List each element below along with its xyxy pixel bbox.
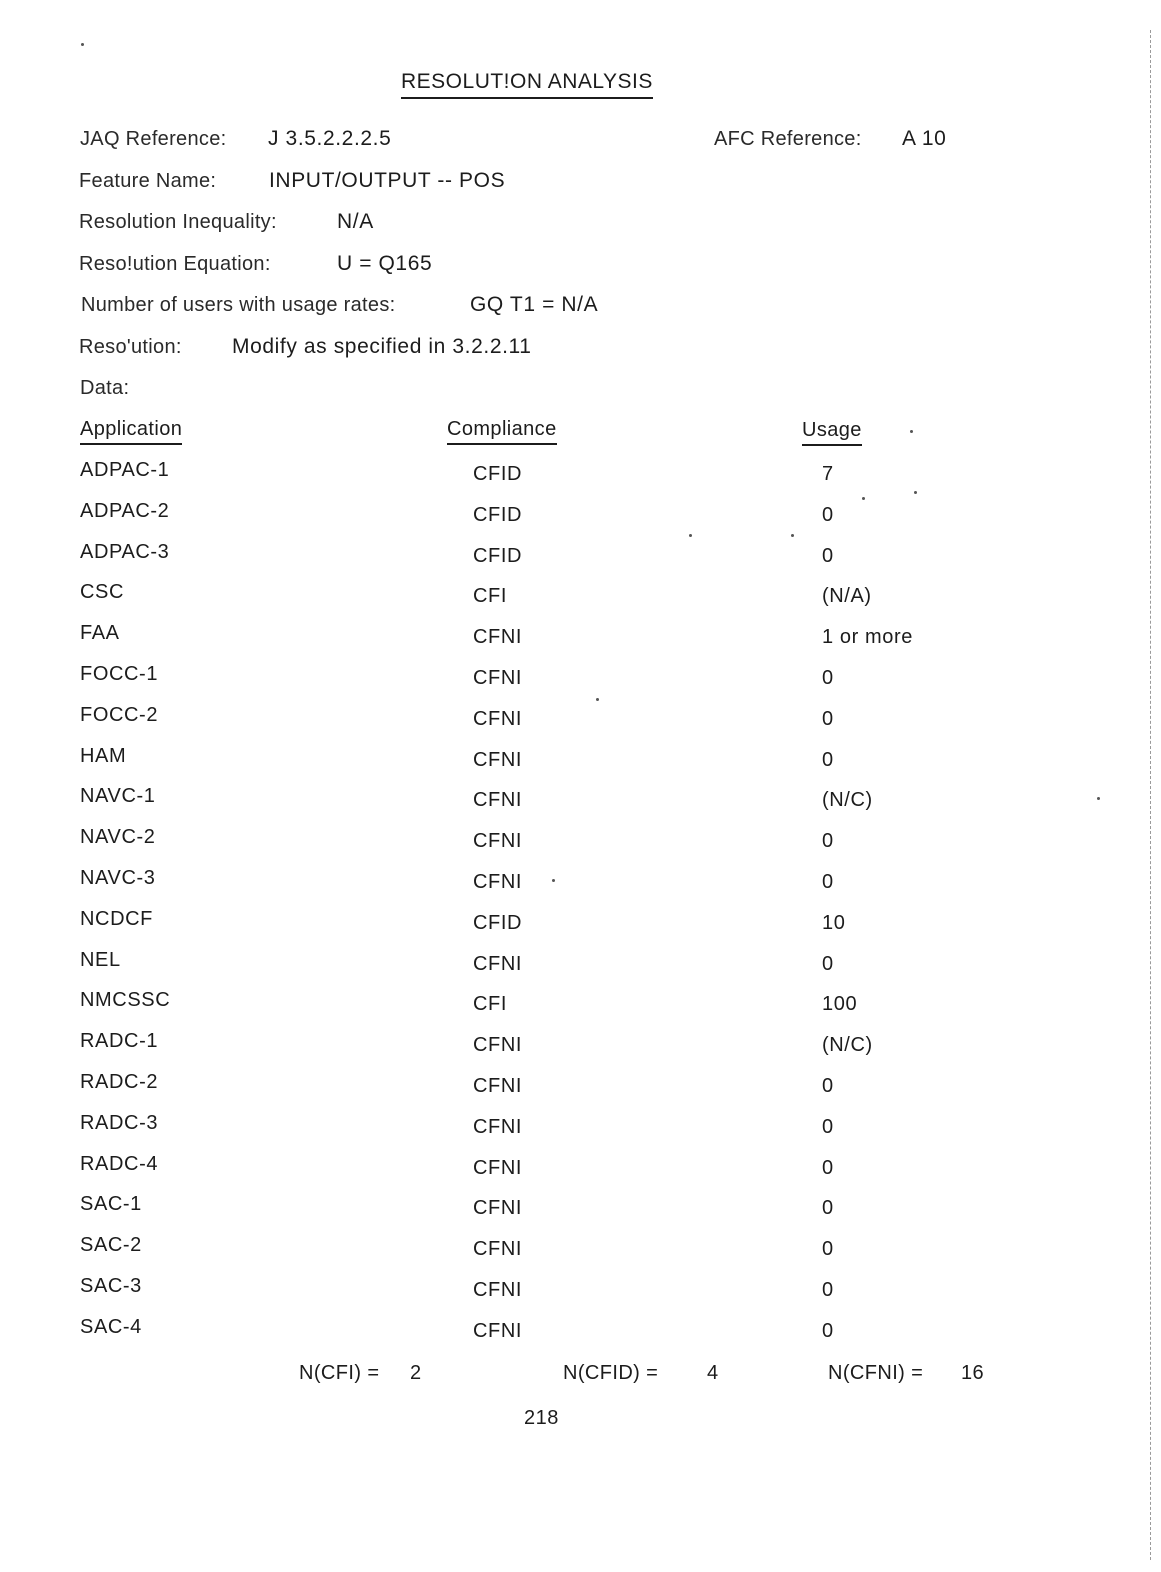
cell-compliance: CFNI xyxy=(473,749,523,771)
cell-application: NAVC-1 xyxy=(80,785,156,807)
cell-usage: 0 xyxy=(822,1238,834,1260)
cell-usage: (N/C) xyxy=(822,789,873,811)
cell-compliance: CFNI xyxy=(473,1034,523,1056)
scan-edge-line xyxy=(1150,30,1151,1560)
cell-compliance: CFNI xyxy=(473,626,523,648)
cell-application: CSC xyxy=(80,581,125,603)
cell-usage: 0 xyxy=(822,504,834,526)
cell-compliance: CFNI xyxy=(473,1238,523,1260)
page-number: 218 xyxy=(524,1407,559,1429)
cell-usage: 0 xyxy=(822,830,834,852)
cell-application: NAVC-2 xyxy=(80,826,156,848)
cell-usage: 0 xyxy=(822,1157,834,1179)
resolution-label: Reso'ution: xyxy=(79,336,182,358)
cell-compliance: CFID xyxy=(473,912,523,934)
cell-compliance: CFNI xyxy=(473,830,523,852)
resolution-value: Modify as specified in 3.2.2.11 xyxy=(232,335,532,358)
scan-speck xyxy=(596,698,599,701)
cell-usage: 0 xyxy=(822,1279,834,1301)
cell-application: SAC-1 xyxy=(80,1193,142,1215)
cell-application: NCDCF xyxy=(80,908,153,930)
cell-compliance: CFNI xyxy=(473,1279,523,1301)
cell-usage: 0 xyxy=(822,667,834,689)
total-cfid-value: 4 xyxy=(707,1362,719,1384)
cell-usage: 0 xyxy=(822,545,834,567)
data-label: Data: xyxy=(80,377,130,399)
cell-usage: (N/A) xyxy=(822,585,872,607)
scan-speck xyxy=(914,491,917,494)
cell-usage: 0 xyxy=(822,1197,834,1219)
afc-reference-label: AFC Reference: xyxy=(714,128,862,150)
cell-application: NEL xyxy=(80,949,121,971)
scan-speck xyxy=(791,534,794,537)
users-with-usage-value: GQ T1 = N/A xyxy=(470,293,599,316)
users-with-usage-label: Number of users with usage rates: xyxy=(81,294,396,316)
cell-application: SAC-4 xyxy=(80,1316,142,1338)
cell-compliance: CFNI xyxy=(473,1157,523,1179)
scan-speck xyxy=(552,879,555,882)
total-cfni-value: 16 xyxy=(961,1362,985,1384)
resolution-equation-value: U = Q165 xyxy=(337,252,433,275)
cell-application: RADC-3 xyxy=(80,1112,159,1134)
cell-usage: 100 xyxy=(822,993,858,1015)
column-header-application: Application xyxy=(80,418,182,445)
cell-application: FOCC-1 xyxy=(80,663,159,685)
cell-compliance: CFNI xyxy=(473,1075,523,1097)
jaq-reference-label: JAQ Reference: xyxy=(80,128,227,150)
cell-compliance: CFNI xyxy=(473,953,523,975)
cell-application: FAA xyxy=(80,622,120,644)
cell-application: ADPAC-3 xyxy=(80,541,170,563)
scan-speck xyxy=(862,497,865,500)
cell-compliance: CFID xyxy=(473,504,523,526)
cell-application: NMCSSC xyxy=(80,989,171,1011)
scan-speck xyxy=(1097,797,1100,800)
page-title: RESOLUT!ON ANALYSIS xyxy=(401,70,653,99)
cell-compliance: CFNI xyxy=(473,871,523,893)
cell-usage: 10 xyxy=(822,912,846,934)
column-header-usage: Usage xyxy=(802,419,862,446)
cell-application: SAC-3 xyxy=(80,1275,142,1297)
cell-compliance: CFNI xyxy=(473,1197,523,1219)
resolution-inequality-label: Resolution Inequality: xyxy=(79,211,277,233)
total-cfi-value: 2 xyxy=(410,1362,422,1384)
cell-usage: (N/C) xyxy=(822,1034,873,1056)
cell-compliance: CFNI xyxy=(473,1320,523,1342)
cell-usage: 7 xyxy=(822,463,834,485)
cell-usage: 1 or more xyxy=(822,626,913,648)
resolution-equation-label: Reso!ution Equation: xyxy=(79,253,271,275)
cell-usage: 0 xyxy=(822,1320,834,1342)
cell-usage: 0 xyxy=(822,1075,834,1097)
cell-application: SAC-2 xyxy=(80,1234,142,1256)
afc-reference-value: A 10 xyxy=(902,127,947,150)
cell-application: RADC-4 xyxy=(80,1153,159,1175)
column-header-compliance: Compliance xyxy=(447,418,557,445)
scan-speck xyxy=(910,430,913,433)
cell-usage: 0 xyxy=(822,708,834,730)
cell-usage: 0 xyxy=(822,871,834,893)
total-cfni-label: N(CFNI) = xyxy=(828,1362,924,1384)
cell-application: RADC-1 xyxy=(80,1030,159,1052)
cell-application: FOCC-2 xyxy=(80,704,159,726)
cell-application: ADPAC-2 xyxy=(80,500,170,522)
cell-compliance: CFI xyxy=(473,585,508,607)
cell-usage: 0 xyxy=(822,749,834,771)
cell-compliance: CFNI xyxy=(473,1116,523,1138)
cell-application: HAM xyxy=(80,745,127,767)
cell-usage: 0 xyxy=(822,1116,834,1138)
total-cfid-label: N(CFID) = xyxy=(563,1362,659,1384)
scan-speck xyxy=(689,534,692,537)
cell-compliance: CFNI xyxy=(473,789,523,811)
cell-application: RADC-2 xyxy=(80,1071,159,1093)
cell-application: NAVC-3 xyxy=(80,867,156,889)
feature-name-label: Feature Name: xyxy=(79,170,217,192)
resolution-inequality-value: N/A xyxy=(337,210,374,233)
cell-compliance: CFI xyxy=(473,993,508,1015)
cell-compliance: CFNI xyxy=(473,708,523,730)
total-cfi-label: N(CFI) = xyxy=(299,1362,380,1384)
cell-usage: 0 xyxy=(822,953,834,975)
cell-compliance: CFNI xyxy=(473,667,523,689)
cell-compliance: CFID xyxy=(473,545,523,567)
scan-speck xyxy=(81,43,84,46)
jaq-reference-value: J 3.5.2.2.2.5 xyxy=(268,127,392,150)
cell-application: ADPAC-1 xyxy=(80,459,170,481)
feature-name-value: INPUT/OUTPUT -- POS xyxy=(269,169,506,192)
cell-compliance: CFID xyxy=(473,463,523,485)
